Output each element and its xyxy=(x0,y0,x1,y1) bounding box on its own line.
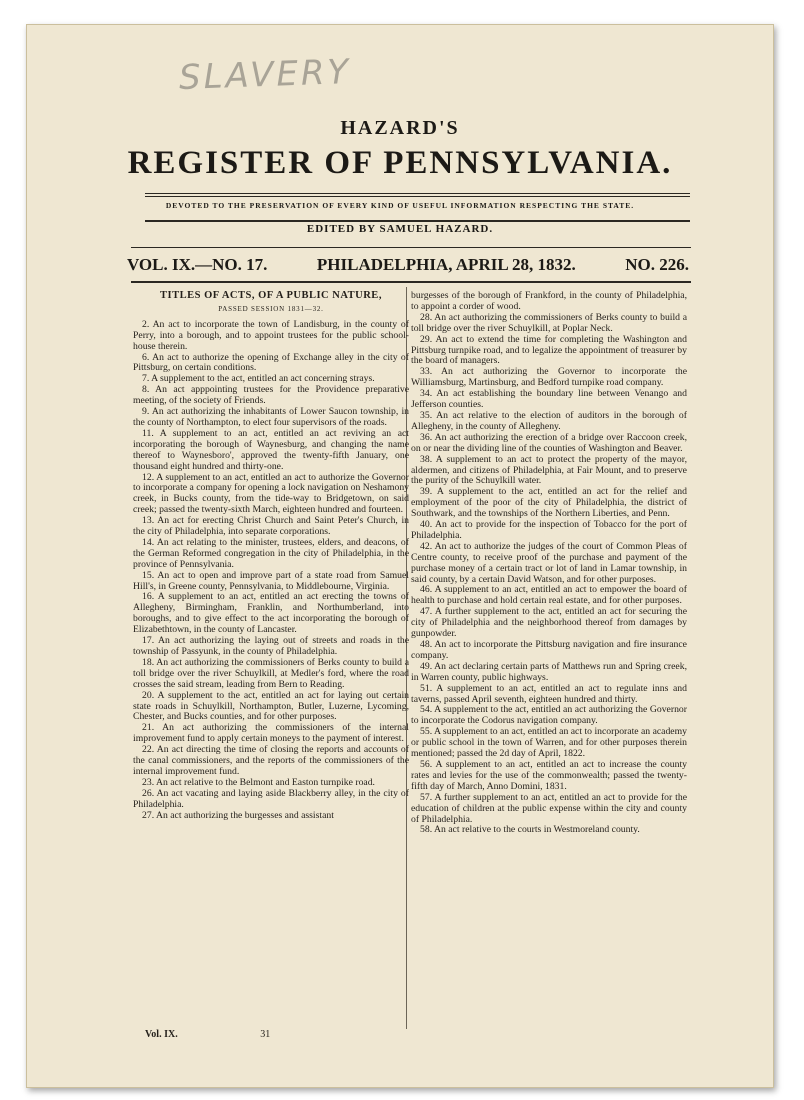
masthead-motto: DEVOTED TO THE PRESERVATION OF EVERY KIND OF USEFUL INFORMATION RESPECTING THE STATE. xyxy=(165,201,635,210)
act-paragraph: 15. An act to open and improve part of a state road from Samuel Hill's, in Greene county, Pennsylvania, to Middlebourne, Virginia. xyxy=(133,569,409,592)
act-paragraph: 58. An act relative to the courts in Westmoreland county. xyxy=(420,824,640,836)
left-column xyxy=(133,291,409,822)
act-paragraph: 16. A supplement to an act, entitled an act erecting the towns of Allegheny, Birmingham, Franklin, and Northumberland, into boroughs, and to give effect to the act incorporating the borough of Elizabethtown, in the county of Lancaster. xyxy=(133,591,409,636)
place-date: PHILADELPHIA, APRIL 28, 1832. xyxy=(316,255,576,274)
act-paragraph: 8. An act apppointing trustees for the Providence preparative meeting, of the society of Friends. xyxy=(133,384,409,407)
act-paragraph: 39. A supplement to the act, entitled an act for the relief and employment of the poor of the city of Philadelphia, the district of Southwark, and the townships of the Northern Liberties, and Penn. xyxy=(411,486,687,520)
act-paragraph: 13. An act for erecting Christ Church and Saint Peter's Church, in the city of Philadelphia, into separate corporations. xyxy=(133,515,409,538)
act-paragraph: 47. A further supplement to the act, entitled an act for securing the city of Philadelphia and the neighborhood thereof from damages by gunpowder. xyxy=(411,606,687,640)
footer-volume: Vol. IX. xyxy=(145,1029,178,1040)
act-paragraph: 40. An act to provide for the inspection of Tobacco for the port of Philadelphia. xyxy=(411,519,687,541)
volume-number: VOL. IX.—NO. 17. xyxy=(127,255,268,274)
act-paragraph: 21. An act authorizing the commissioners of the internal improvement fund to apply certain moneys to the payment of interest. xyxy=(133,722,409,745)
act-paragraph: 14. An act relating to the minister, trustees, elders, and deacons, of the German Reformed congregation in the city of Philadelphia, in the province of Pennsylvania. xyxy=(133,536,409,570)
act-paragraph: 26. An act vacating and laying aside Blackberry alley, in the city of Philadelphia. xyxy=(133,787,409,810)
issue-line xyxy=(127,255,689,275)
right-column xyxy=(411,291,687,836)
page-number: 31 xyxy=(260,1029,271,1040)
act-paragraph: 33. An act authorizing the Governor to incorporate the Williamsburg, Martinsburg, and Bedford turnpike road company. xyxy=(411,366,687,389)
act-paragraph: burgesses of the borough of Frankford, in the county of Philadelphia, to appoint a corder of wood. xyxy=(411,290,687,312)
act-paragraph: 18. An act authorizing the commissioners of Berks county to build a toll bridge over the river Schuylkill, at Medler's ford, where the road crosses the said stream, leading from Bern to Reading. xyxy=(133,656,409,690)
divider-rule xyxy=(131,281,691,283)
act-paragraph: 54. A supplement to the act, entitled an act authorizing the Governor to incorporate the Codorus navigation company. xyxy=(411,704,687,727)
act-paragraph: 12. A supplement to an act, entitled an act to authorize the Governor to incorporate a company for opening a lock navigation on Neshamony creek, in Bucks county, from the tide-way to Bridgetown, on said creek; passed the twenty-sixth March, eighteen hundred and fourteen. xyxy=(133,471,410,516)
act-paragraph: 46. A supplement to an act, entitled an act to empower the board of health to purchase and hold certain real estate, and for other purposes. xyxy=(411,584,687,607)
divider-rule xyxy=(145,193,690,194)
act-paragraph: 36. An act authorizing the erection of a bridge over Raccoon creek, on or near the dividing line of the counties of Washington and Beaver. xyxy=(411,431,687,454)
act-paragraph: 28. An act authorizing the commissioners of Berks county to build a toll bridge over the river Schuylkill, at Poplar Neck. xyxy=(411,311,687,334)
act-paragraph: 6. An act to authorize the opening of Exchange alley in the city of Pittsburg, on certain conditions. xyxy=(133,351,409,374)
act-paragraph: 48. An act to incorporate the Pittsburg navigation and fire insurance company. xyxy=(411,639,687,661)
act-paragraph: 22. An act directing the time of closing the reports and accounts of the canal commissioners, and the reports of the commissioners of the internal improvement fund. xyxy=(133,744,409,777)
act-paragraph: 17. An act authorizing the laying out of streets and roads in the township of Passyunk, in the county of Philadelphia. xyxy=(133,635,409,657)
column-subheading: PASSED SESSION 1831—32. xyxy=(218,304,324,313)
act-paragraph: 7. A supplement to the act, entitled an act concerning strays. xyxy=(142,373,375,385)
newspaper-page xyxy=(26,24,774,1088)
act-paragraph: 55. A supplement to an act, entitled an act to incorporate an academy or public school in the town of Warren, and for other purposes therein mentioned; passed the 2d day of April, 1822. xyxy=(411,726,687,760)
act-paragraph: 23. An act relative to the Belmont and Easton turnpike road. xyxy=(142,776,375,788)
act-paragraph: 29. An act to extend the time for completing the Washington and Pittsburg turnpike road, and to legalize the appointment of treasurer by the board of managers. xyxy=(411,333,687,367)
page-footer xyxy=(145,1029,350,1040)
column-heading: TITLES OF ACTS, OF A PUBLIC NATURE, xyxy=(160,290,382,301)
divider-rule xyxy=(131,247,691,248)
act-paragraph: 35. An act relative to the election of auditors in the borough of Allegheny, in the county of Allegheny. xyxy=(411,409,687,432)
act-paragraph: 56. A supplement to an act, entitled an act to increase the county rates and levies for the use of the commonwealth; passed the twenty-fifth day of March, Anno Domini, 1831. xyxy=(411,758,687,792)
act-paragraph: 2. An act to incorporate the town of Landisburg, in the county of Perry, into a borough, and to appoint trustees for the public school-house therein. xyxy=(133,318,409,352)
masthead-title: REGISTER OF PENNSYLVANIA. xyxy=(127,145,673,181)
handwritten-annotation: SLAVERY xyxy=(178,52,352,98)
act-paragraph: 38. A supplement to an act to protect the property of the mayor, aldermen, and citizens of Philadelphia, at Fair Mount, and to preserve the purity of the Schuylkill water. xyxy=(411,453,687,487)
masthead-small-title: HAZARD'S xyxy=(340,117,460,139)
act-paragraph: 42. An act to authorize the judges of the court of Common Pleas of Centre county, to receive proof of the purchase and payment of the purchase money of a certain tract or lot of land in Lamar township, in said county, by a certain David Watson, and for other purposes. xyxy=(411,540,687,585)
act-paragraph: 57. A further supplement to an act, entitled an act to provide for the education of children at the public expense within the city and county of Philadelphia. xyxy=(411,791,687,825)
divider-rule xyxy=(145,196,690,197)
act-paragraph: 49. An act declaring certain parts of Matthews run and Spring creek, in Warren county, public highways. xyxy=(411,660,687,683)
issue-number: NO. 226. xyxy=(625,255,689,274)
act-paragraph: 11. A supplement to an act, entitled an act reviving an act incorporating the borough of Waynesburg, and changing the name thereof to Waynesboro', approved the twenty-fifth January, one thousand eight hundred and thirty-one. xyxy=(133,427,409,472)
divider-rule xyxy=(145,220,690,222)
act-paragraph: 51. A supplement to an act, entitled an act to regulate inns and taverns, passed April seventh, eighteen hundred and thirty. xyxy=(411,682,687,705)
act-paragraph: 34. An act establishing the boundary line between Venango and Jefferson counties. xyxy=(411,388,687,411)
act-paragraph: 9. An act authorizing the inhabitants of Lower Saucon township, in the county of Northampton, to elect four supervisors of the roads. xyxy=(133,406,409,428)
act-paragraph: 20. A supplement to the act, entitled an act for laying out certain state roads in Schuylkill, Northampton, Butler, Luzerne, Lycoming, Chester, and Bucks counties, and for other purposes. xyxy=(133,689,409,723)
act-paragraph: 27. An act authorizing the burgesses and assistant xyxy=(142,809,334,821)
editor-line: EDITED BY SAMUEL HAZARD. xyxy=(306,223,494,235)
